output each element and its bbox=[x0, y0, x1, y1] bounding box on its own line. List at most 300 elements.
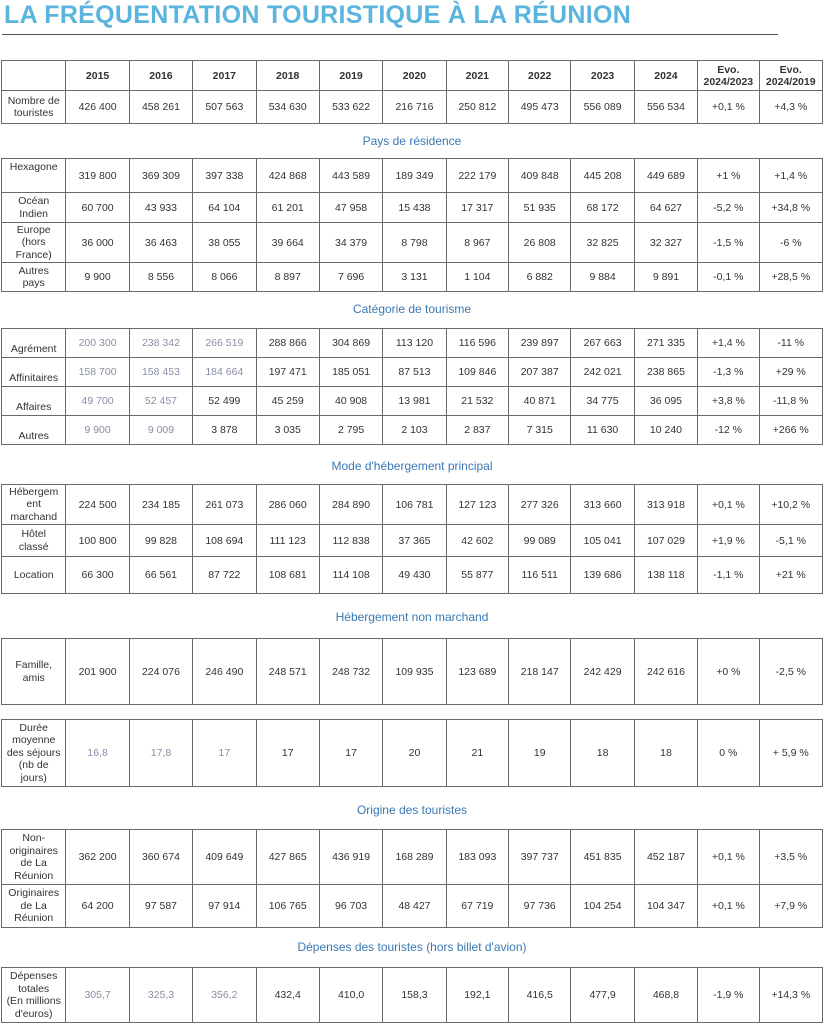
title-divider bbox=[2, 34, 778, 35]
value-cell: 99 089 bbox=[509, 525, 571, 557]
evo-2024-2023-cell: 0 % bbox=[698, 720, 759, 787]
label-line: Réunion bbox=[14, 912, 54, 925]
table-row bbox=[2, 91, 823, 124]
label-line: jours) bbox=[20, 771, 47, 784]
value-cell: 39 664 bbox=[256, 223, 319, 263]
evo-2024-2019-cell: +10,2 % bbox=[759, 485, 823, 525]
value-cell: 68 172 bbox=[571, 193, 634, 223]
table-row bbox=[2, 263, 823, 292]
value-cell: 556 089 bbox=[571, 91, 634, 124]
value-cell: 9 009 bbox=[129, 416, 192, 445]
table-row bbox=[2, 720, 823, 787]
value-cell: 49 700 bbox=[66, 387, 129, 416]
value-cell: 2 103 bbox=[383, 416, 446, 445]
value-cell: 49 430 bbox=[383, 557, 446, 594]
row-label bbox=[2, 830, 66, 885]
value-cell: 21 bbox=[446, 720, 508, 787]
value-cell: 6 882 bbox=[509, 263, 571, 292]
label-line: Agrément bbox=[10, 342, 57, 355]
value-cell: 60 700 bbox=[66, 193, 129, 223]
value-cell: 9 891 bbox=[634, 263, 697, 292]
evo-2024-2019-cell: +7,9 % bbox=[759, 885, 823, 928]
value-cell: 556 534 bbox=[634, 91, 697, 124]
label-line: Non- bbox=[22, 832, 46, 844]
label-line: Autres bbox=[18, 264, 49, 277]
value-cell: 507 563 bbox=[193, 91, 256, 124]
value-cell: 66 300 bbox=[66, 557, 129, 594]
value-cell: 21 532 bbox=[446, 387, 508, 416]
label-line: Europe bbox=[16, 223, 51, 236]
year-header: 2020 bbox=[383, 61, 446, 91]
label-line: Réunion bbox=[14, 869, 54, 882]
value-cell: 409 848 bbox=[509, 159, 571, 193]
evo-2024-2023-cell: +1,9 % bbox=[698, 525, 759, 557]
value-cell: 87 722 bbox=[193, 557, 256, 594]
label-line: Hôtel bbox=[21, 528, 46, 540]
table-row bbox=[2, 525, 823, 557]
year-header: 2022 bbox=[509, 61, 571, 91]
value-cell: 66 561 bbox=[129, 557, 192, 594]
value-cell: 11 630 bbox=[571, 416, 634, 445]
value-cell: 9 884 bbox=[571, 263, 634, 292]
row-label bbox=[2, 329, 66, 358]
section-title-nonmarchand: Hébergement non marchand bbox=[335, 610, 489, 624]
value-cell: 197 471 bbox=[256, 358, 319, 387]
year-header: 2019 bbox=[319, 61, 382, 91]
label-line: Dépenses bbox=[10, 970, 58, 982]
row-label bbox=[2, 263, 66, 292]
table-row bbox=[2, 485, 823, 525]
value-cell: 158,3 bbox=[383, 968, 446, 1023]
value-cell: 37 365 bbox=[383, 525, 446, 557]
label-line: Nombre de bbox=[7, 94, 60, 107]
value-cell: 9 900 bbox=[66, 263, 129, 292]
value-cell: 426 400 bbox=[66, 91, 129, 124]
table-row bbox=[2, 387, 823, 416]
value-cell: 34 775 bbox=[571, 387, 634, 416]
value-cell: 218 147 bbox=[509, 639, 571, 705]
evo-2024-2019-cell: -11,8 % bbox=[759, 387, 823, 416]
table-row bbox=[2, 968, 823, 1023]
row-label bbox=[2, 358, 66, 387]
value-cell: 64 627 bbox=[634, 193, 697, 223]
row-label bbox=[2, 193, 66, 223]
evo-2024-2019-cell: +14,3 % bbox=[759, 968, 823, 1023]
label-line: totales bbox=[18, 982, 50, 995]
value-cell: 189 349 bbox=[383, 159, 446, 193]
year-header: 2024 bbox=[634, 61, 697, 91]
value-cell: 111 123 bbox=[256, 525, 319, 557]
value-cell: 107 029 bbox=[634, 525, 697, 557]
row-label bbox=[2, 485, 66, 525]
year-header: 2023 bbox=[571, 61, 634, 91]
value-cell: 271 335 bbox=[634, 329, 697, 358]
value-cell: 495 473 bbox=[509, 91, 571, 124]
evo-2024-2023-cell: -0,1 % bbox=[698, 263, 759, 292]
value-cell: 17 bbox=[319, 720, 382, 787]
value-cell: 61 201 bbox=[256, 193, 319, 223]
header-row bbox=[2, 61, 823, 91]
table-duree bbox=[1, 719, 823, 787]
value-cell: 534 630 bbox=[256, 91, 319, 124]
value-cell: 238 342 bbox=[129, 329, 192, 358]
evo-2024-2023-cell: +0,1 % bbox=[698, 91, 759, 124]
value-cell: 108 681 bbox=[256, 557, 319, 594]
table-row bbox=[2, 830, 823, 885]
value-cell: 304 869 bbox=[319, 329, 382, 358]
section-title-residence: Pays de résidence bbox=[362, 134, 462, 148]
value-cell: 242 429 bbox=[571, 639, 634, 705]
value-cell: 234 185 bbox=[129, 485, 192, 525]
table-row bbox=[2, 639, 823, 705]
value-cell: 52 499 bbox=[193, 387, 256, 416]
evo-2024-2023-header bbox=[698, 61, 759, 91]
label-line: Originaires bbox=[8, 887, 60, 900]
value-cell: 40 908 bbox=[319, 387, 382, 416]
value-cell: 200 300 bbox=[66, 329, 129, 358]
label-line: classé bbox=[18, 540, 49, 553]
value-cell: 100 800 bbox=[66, 525, 129, 557]
value-cell: 267 663 bbox=[571, 329, 634, 358]
value-cell: 2 837 bbox=[446, 416, 508, 445]
value-cell: 105 041 bbox=[571, 525, 634, 557]
evo-2024-2023-cell: +1 % bbox=[698, 159, 759, 193]
value-cell: 445 208 bbox=[571, 159, 634, 193]
year-header: 2021 bbox=[446, 61, 508, 91]
value-cell: 43 933 bbox=[129, 193, 192, 223]
value-cell: 452 187 bbox=[634, 830, 697, 885]
table-row bbox=[2, 159, 823, 193]
value-cell: 113 120 bbox=[383, 329, 446, 358]
value-cell: 8 967 bbox=[446, 223, 508, 263]
value-cell: 48 427 bbox=[383, 885, 446, 928]
label-line: moyenne bbox=[12, 734, 56, 747]
value-cell: 224 076 bbox=[129, 639, 192, 705]
value-cell: 7 315 bbox=[509, 416, 571, 445]
value-cell: 397 338 bbox=[193, 159, 256, 193]
value-cell: 242 021 bbox=[571, 358, 634, 387]
year-header: 2016 bbox=[129, 61, 192, 91]
value-cell: 192,1 bbox=[446, 968, 508, 1023]
value-cell: 436 919 bbox=[319, 830, 382, 885]
value-cell: 183 093 bbox=[446, 830, 508, 885]
table-origine bbox=[1, 829, 823, 928]
evo-2024-2019-cell: +3,5 % bbox=[759, 830, 823, 885]
table-row bbox=[2, 193, 823, 223]
row-label bbox=[2, 223, 66, 263]
value-cell: 8 798 bbox=[383, 223, 446, 263]
value-cell: 185 051 bbox=[319, 358, 382, 387]
value-cell: 19 bbox=[509, 720, 571, 787]
table-row bbox=[2, 416, 823, 445]
value-cell: 55 877 bbox=[446, 557, 508, 594]
value-cell: 18 bbox=[634, 720, 697, 787]
label-line: (En millions bbox=[6, 995, 61, 1007]
value-cell: 410,0 bbox=[319, 968, 382, 1023]
value-cell: 451 835 bbox=[571, 830, 634, 885]
value-cell: 99 828 bbox=[129, 525, 192, 557]
label-line: de La bbox=[20, 899, 47, 912]
value-cell: 239 897 bbox=[509, 329, 571, 358]
value-cell: 319 800 bbox=[66, 159, 129, 193]
table-row bbox=[2, 329, 823, 358]
evo-2024-2019-cell: +266 % bbox=[759, 416, 823, 445]
value-cell: 242 616 bbox=[634, 639, 697, 705]
value-cell: 17,8 bbox=[129, 720, 192, 787]
value-cell: 20 bbox=[383, 720, 446, 787]
value-cell: 17 bbox=[193, 720, 256, 787]
evo-2024-2023-cell: +0,1 % bbox=[698, 885, 759, 928]
value-cell: 64 200 bbox=[66, 885, 129, 928]
value-cell: 427 865 bbox=[256, 830, 319, 885]
value-cell: 36 000 bbox=[66, 223, 129, 263]
table-residence bbox=[1, 158, 823, 292]
label-line: Affinitaires bbox=[9, 371, 59, 384]
value-cell: 10 240 bbox=[634, 416, 697, 445]
value-cell: 443 589 bbox=[319, 159, 382, 193]
row-label bbox=[2, 885, 66, 928]
value-cell: 207 387 bbox=[509, 358, 571, 387]
value-cell: 1 104 bbox=[446, 263, 508, 292]
value-cell: 168 289 bbox=[383, 830, 446, 885]
label-line: Affaires bbox=[15, 400, 52, 413]
value-cell: 97 914 bbox=[193, 885, 256, 928]
value-cell: 106 765 bbox=[256, 885, 319, 928]
evo-2024-2023-cell: -1,1 % bbox=[698, 557, 759, 594]
year-header: 2018 bbox=[256, 61, 319, 91]
value-cell: 116 596 bbox=[446, 329, 508, 358]
table-row bbox=[2, 557, 823, 594]
label-line: Evo. bbox=[779, 63, 802, 76]
value-cell: 13 981 bbox=[383, 387, 446, 416]
value-cell: 42 602 bbox=[446, 525, 508, 557]
value-cell: 127 123 bbox=[446, 485, 508, 525]
label-line: de La bbox=[20, 857, 47, 869]
row-label bbox=[2, 416, 66, 445]
value-cell: 369 309 bbox=[129, 159, 192, 193]
value-cell: 17 317 bbox=[446, 193, 508, 223]
value-cell: 7 696 bbox=[319, 263, 382, 292]
evo-2024-2023-cell: +0,1 % bbox=[698, 830, 759, 885]
evo-2024-2023-cell: -5,2 % bbox=[698, 193, 759, 223]
value-cell: 468,8 bbox=[634, 968, 697, 1023]
table-row bbox=[2, 223, 823, 263]
label-line: Autres bbox=[18, 429, 49, 442]
value-cell: 104 347 bbox=[634, 885, 697, 928]
value-cell: 158 453 bbox=[129, 358, 192, 387]
table-row bbox=[2, 885, 823, 928]
value-cell: 38 055 bbox=[193, 223, 256, 263]
value-cell: 250 812 bbox=[446, 91, 508, 124]
value-cell: 34 379 bbox=[319, 223, 382, 263]
value-cell: 362 200 bbox=[66, 830, 129, 885]
value-cell: 112 838 bbox=[319, 525, 382, 557]
value-cell: 458 261 bbox=[129, 91, 192, 124]
label-line: 2024/2023 bbox=[703, 75, 754, 88]
value-cell: 138 118 bbox=[634, 557, 697, 594]
value-cell: 64 104 bbox=[193, 193, 256, 223]
value-cell: 238 865 bbox=[634, 358, 697, 387]
row-label bbox=[2, 557, 66, 594]
value-cell: 533 622 bbox=[319, 91, 382, 124]
value-cell: 313 918 bbox=[634, 485, 697, 525]
value-cell: 123 689 bbox=[446, 639, 508, 705]
value-cell: 432,4 bbox=[256, 968, 319, 1023]
label-line: ent bbox=[26, 498, 41, 511]
value-cell: 222 179 bbox=[446, 159, 508, 193]
label-line: Durée bbox=[19, 721, 48, 734]
page-title: LA FRÉQUENTATION TOURISTIQUE À LA RÉUNION bbox=[4, 1, 632, 29]
value-cell: 356,2 bbox=[193, 968, 256, 1023]
label-line: d'euros) bbox=[14, 1007, 53, 1020]
value-cell: 224 500 bbox=[66, 485, 129, 525]
value-cell: 288 866 bbox=[256, 329, 319, 358]
value-cell: 201 900 bbox=[66, 639, 129, 705]
evo-2024-2019-cell: +4,3 % bbox=[759, 91, 823, 124]
value-cell: 109 846 bbox=[446, 358, 508, 387]
evo-2024-2023-cell: +0 % bbox=[698, 639, 759, 705]
value-cell: 305,7 bbox=[66, 968, 129, 1023]
evo-2024-2019-cell: -11 % bbox=[759, 329, 823, 358]
label-line: originaires bbox=[9, 844, 58, 857]
year-header: 2015 bbox=[66, 61, 129, 91]
value-cell: 325,3 bbox=[129, 968, 192, 1023]
table-total bbox=[1, 60, 823, 124]
value-cell: 87 513 bbox=[383, 358, 446, 387]
value-cell: 246 490 bbox=[193, 639, 256, 705]
value-cell: 8 556 bbox=[129, 263, 192, 292]
evo-2024-2023-cell: +0,1 % bbox=[698, 485, 759, 525]
value-cell: 40 871 bbox=[509, 387, 571, 416]
value-cell: 32 327 bbox=[634, 223, 697, 263]
label-line: Océan bbox=[18, 195, 50, 207]
value-cell: 184 664 bbox=[193, 358, 256, 387]
value-cell: 2 795 bbox=[319, 416, 382, 445]
row-label bbox=[2, 639, 66, 705]
label-line: Indien bbox=[19, 207, 48, 220]
table-depenses bbox=[1, 967, 823, 1023]
label-line: Hébergem bbox=[9, 485, 59, 498]
value-cell: 158 700 bbox=[66, 358, 129, 387]
value-cell: 18 bbox=[571, 720, 634, 787]
value-cell: 248 732 bbox=[319, 639, 382, 705]
value-cell: 52 457 bbox=[129, 387, 192, 416]
value-cell: 104 254 bbox=[571, 885, 634, 928]
value-cell: 3 035 bbox=[256, 416, 319, 445]
label-line: amis bbox=[22, 671, 45, 684]
row-label bbox=[2, 525, 66, 557]
value-cell: 96 703 bbox=[319, 885, 382, 928]
row-label bbox=[2, 91, 66, 124]
evo-2024-2019-cell: +21 % bbox=[759, 557, 823, 594]
value-cell: 266 519 bbox=[193, 329, 256, 358]
value-cell: 97 736 bbox=[509, 885, 571, 928]
evo-2024-2019-cell: +34,8 % bbox=[759, 193, 823, 223]
value-cell: 139 686 bbox=[571, 557, 634, 594]
label-line: (nb de bbox=[18, 759, 49, 772]
value-cell: 8 066 bbox=[193, 263, 256, 292]
value-cell: 3 131 bbox=[383, 263, 446, 292]
label-line: Famille, bbox=[15, 659, 53, 671]
value-cell: 9 900 bbox=[66, 416, 129, 445]
row-label bbox=[2, 159, 66, 193]
table-nonmarchand bbox=[1, 638, 823, 705]
value-cell: 284 890 bbox=[319, 485, 382, 525]
evo-2024-2019-cell: +28,5 % bbox=[759, 263, 823, 292]
value-cell: 477,9 bbox=[571, 968, 634, 1023]
label-line: Location bbox=[13, 568, 54, 581]
table-hebergement bbox=[1, 484, 823, 594]
value-cell: 51 935 bbox=[509, 193, 571, 223]
evo-2024-2019-cell: +29 % bbox=[759, 358, 823, 387]
value-cell: 449 689 bbox=[634, 159, 697, 193]
value-cell: 397 737 bbox=[509, 830, 571, 885]
value-cell: 261 073 bbox=[193, 485, 256, 525]
section-title-hebergement: Mode d'hébergement principal bbox=[331, 459, 493, 473]
row-label bbox=[2, 968, 66, 1023]
value-cell: 248 571 bbox=[256, 639, 319, 705]
value-cell: 36 463 bbox=[129, 223, 192, 263]
value-cell: 108 694 bbox=[193, 525, 256, 557]
value-cell: 45 259 bbox=[256, 387, 319, 416]
value-cell: 109 935 bbox=[383, 639, 446, 705]
value-cell: 32 825 bbox=[571, 223, 634, 263]
evo-2024-2019-cell: + 5,9 % bbox=[759, 720, 823, 787]
evo-2024-2023-cell: -1,9 % bbox=[698, 968, 759, 1023]
value-cell: 409 649 bbox=[193, 830, 256, 885]
evo-2024-2023-cell: +1,4 % bbox=[698, 329, 759, 358]
row-label bbox=[2, 720, 66, 787]
evo-2024-2023-cell: -1,5 % bbox=[698, 223, 759, 263]
label-line: 2024/2019 bbox=[765, 75, 816, 88]
label-line: (hors bbox=[21, 236, 46, 249]
value-cell: 8 897 bbox=[256, 263, 319, 292]
value-cell: 36 095 bbox=[634, 387, 697, 416]
value-cell: 416,5 bbox=[509, 968, 571, 1023]
evo-2024-2023-cell: -1,3 % bbox=[698, 358, 759, 387]
value-cell: 15 438 bbox=[383, 193, 446, 223]
value-cell: 216 716 bbox=[383, 91, 446, 124]
label-line: France) bbox=[15, 248, 52, 261]
section-title-categorie: Catégorie de tourisme bbox=[352, 302, 472, 316]
value-cell: 116 511 bbox=[509, 557, 571, 594]
value-cell: 97 587 bbox=[129, 885, 192, 928]
value-cell: 67 719 bbox=[446, 885, 508, 928]
value-cell: 47 958 bbox=[319, 193, 382, 223]
evo-2024-2023-cell: -12 % bbox=[698, 416, 759, 445]
label-line: Hexagone bbox=[9, 161, 58, 173]
label-line: Evo. bbox=[717, 63, 740, 76]
value-cell: 277 326 bbox=[509, 485, 571, 525]
evo-2024-2019-cell: +1,4 % bbox=[759, 159, 823, 193]
value-cell: 424 868 bbox=[256, 159, 319, 193]
label-line: touristes bbox=[13, 107, 54, 119]
label-line: pays bbox=[22, 277, 45, 289]
section-title-depenses: Dépenses des touristes (hors billet d'avion) bbox=[297, 940, 527, 954]
value-cell: 3 878 bbox=[193, 416, 256, 445]
value-cell: 106 781 bbox=[383, 485, 446, 525]
value-cell: 26 808 bbox=[509, 223, 571, 263]
value-cell: 16,8 bbox=[66, 720, 129, 787]
header-corner bbox=[2, 61, 66, 91]
value-cell: 17 bbox=[256, 720, 319, 787]
label-line: marchand bbox=[10, 510, 58, 523]
evo-2024-2023-cell: +3,8 % bbox=[698, 387, 759, 416]
value-cell: 360 674 bbox=[129, 830, 192, 885]
evo-2024-2019-cell: -2,5 % bbox=[759, 639, 823, 705]
section-title-origine: Origine des touristes bbox=[356, 803, 468, 817]
value-cell: 286 060 bbox=[256, 485, 319, 525]
